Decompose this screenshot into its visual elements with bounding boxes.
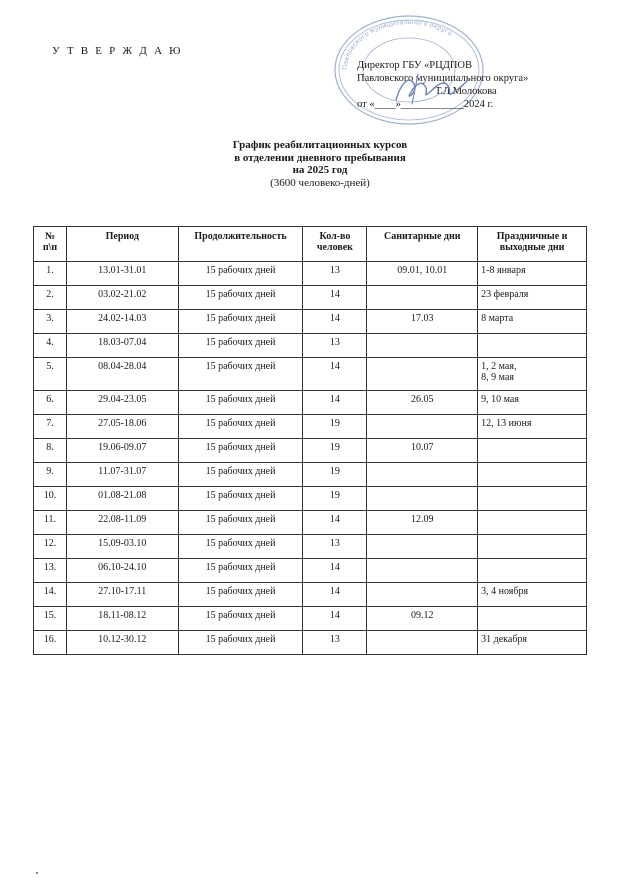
director-line-2: Павловского муниципального округа» xyxy=(357,73,529,84)
cell-sanitary xyxy=(367,583,478,607)
cell-sanitary xyxy=(367,631,478,655)
cell-duration: 15 рабочих дней xyxy=(178,487,303,511)
cell-holidays xyxy=(478,535,587,559)
cell-sanitary: 17.03 xyxy=(367,310,478,334)
header-holidays: Праздничные и выходные дни xyxy=(478,227,587,262)
header-period: Период xyxy=(66,227,178,262)
signature-icon xyxy=(392,70,472,108)
cell-holidays xyxy=(478,463,587,487)
cell-holidays: 31 декабря xyxy=(478,631,587,655)
cell-number: 1. xyxy=(34,262,67,286)
cell-sanitary xyxy=(367,463,478,487)
svg-text:Павловского муниципального окр: Павловского муниципального округа xyxy=(340,17,454,71)
cell-period: 01.08-21.08 xyxy=(66,487,178,511)
table-row xyxy=(34,439,587,463)
table-row xyxy=(34,631,587,655)
table-row xyxy=(34,334,587,358)
cell-count: 14 xyxy=(303,607,367,631)
cell-count: 19 xyxy=(303,439,367,463)
cell-number: 5. xyxy=(34,358,67,391)
table-row xyxy=(34,559,587,583)
cell-number: 2. xyxy=(34,286,67,310)
table-row xyxy=(34,391,587,415)
cell-number: 8. xyxy=(34,439,67,463)
table-row xyxy=(34,286,587,310)
cell-number: 4. xyxy=(34,334,67,358)
cell-duration: 15 рабочих дней xyxy=(178,511,303,535)
table-row xyxy=(34,583,587,607)
cell-period: 11.07-31.07 xyxy=(66,463,178,487)
cell-period: 18.03-07.04 xyxy=(66,334,178,358)
cell-period: 08.04-28.04 xyxy=(66,358,178,391)
cell-count: 14 xyxy=(303,391,367,415)
cell-sanitary xyxy=(367,334,478,358)
cell-holidays: 1, 2 мая, 8, 9 мая xyxy=(478,358,587,391)
cell-number: 15. xyxy=(34,607,67,631)
cell-sanitary xyxy=(367,487,478,511)
cell-number: 10. xyxy=(34,487,67,511)
table-row xyxy=(34,607,587,631)
cell-period: 15.09-03.10 xyxy=(66,535,178,559)
cell-period: 29.04-23.05 xyxy=(66,391,178,415)
cell-holidays xyxy=(478,439,587,463)
cell-duration: 15 рабочих дней xyxy=(178,358,303,391)
cell-period: 27.05-18.06 xyxy=(66,415,178,439)
table-row xyxy=(34,511,587,535)
cell-count: 13 xyxy=(303,631,367,655)
schedule-table-body xyxy=(34,262,587,655)
table-row xyxy=(34,535,587,559)
cell-number: 14. xyxy=(34,583,67,607)
cell-period: 27.10-17.11 xyxy=(66,583,178,607)
cell-duration: 15 рабочих дней xyxy=(178,607,303,631)
table-row xyxy=(34,262,587,286)
cell-sanitary xyxy=(367,535,478,559)
cell-period: 22.08-11.09 xyxy=(66,511,178,535)
cell-period: 18.11-08.12 xyxy=(66,607,178,631)
cell-count: 14 xyxy=(303,559,367,583)
scan-speck xyxy=(36,872,38,874)
cell-duration: 15 рабочих дней xyxy=(178,310,303,334)
cell-sanitary: 09.01, 10.01 xyxy=(367,262,478,286)
cell-count: 14 xyxy=(303,310,367,334)
cell-count: 13 xyxy=(303,262,367,286)
title-line-1: График реабилитационных курсов xyxy=(232,139,408,151)
cell-duration: 15 рабочих дней xyxy=(178,631,303,655)
cell-number: 16. xyxy=(34,631,67,655)
cell-duration: 15 рабочих дней xyxy=(178,391,303,415)
cell-number: 6. xyxy=(34,391,67,415)
cell-holidays: 1-8 января xyxy=(478,262,587,286)
title-line-3: на 2025 год xyxy=(292,164,348,176)
cell-sanitary: 10.07 xyxy=(367,439,478,463)
cell-holidays xyxy=(478,511,587,535)
cell-holidays xyxy=(478,487,587,511)
cell-period: 24.02-14.03 xyxy=(66,310,178,334)
table-header-row xyxy=(34,227,587,262)
cell-holidays: 9, 10 мая xyxy=(478,391,587,415)
cell-period: 03.02-21.02 xyxy=(66,286,178,310)
cell-period: 19.06-09.07 xyxy=(66,439,178,463)
approval-date-line: от «____»____________2024 г. xyxy=(357,99,494,110)
table-row xyxy=(34,415,587,439)
cell-sanitary: 12.09 xyxy=(367,511,478,535)
cell-count: 14 xyxy=(303,583,367,607)
cell-duration: 15 рабочих дней xyxy=(178,415,303,439)
cell-number: 13. xyxy=(34,559,67,583)
cell-holidays: 12, 13 июня xyxy=(478,415,587,439)
cell-count: 14 xyxy=(303,511,367,535)
schedule-table xyxy=(33,226,587,655)
cell-duration: 15 рабочих дней xyxy=(178,286,303,310)
cell-period: 10.12-30.12 xyxy=(66,631,178,655)
header-number: № п\п xyxy=(34,227,67,262)
cell-duration: 15 рабочих дней xyxy=(178,334,303,358)
director-line-1: Директор ГБУ «РЦДПОВ xyxy=(357,60,473,71)
cell-duration: 15 рабочих дней xyxy=(178,262,303,286)
cell-duration: 15 рабочих дней xyxy=(178,559,303,583)
table-row xyxy=(34,310,587,334)
cell-duration: 15 рабочих дней xyxy=(178,535,303,559)
cell-sanitary: 09.12 xyxy=(367,607,478,631)
header-count: Кол-во человек xyxy=(303,227,367,262)
cell-count: 14 xyxy=(303,286,367,310)
cell-sanitary: 26.05 xyxy=(367,391,478,415)
header-duration: Продолжительность xyxy=(178,227,303,262)
cell-number: 7. xyxy=(34,415,67,439)
cell-sanitary xyxy=(367,415,478,439)
cell-number: 3. xyxy=(34,310,67,334)
table-row xyxy=(34,463,587,487)
cell-sanitary xyxy=(367,358,478,391)
cell-period: 13.01-31.01 xyxy=(66,262,178,286)
cell-count: 13 xyxy=(303,535,367,559)
document-title-block xyxy=(0,139,640,189)
table-row xyxy=(34,487,587,511)
cell-count: 19 xyxy=(303,463,367,487)
cell-duration: 15 рабочих дней xyxy=(178,583,303,607)
title-line-2: в отделении дневного пребывания xyxy=(234,151,406,164)
cell-count: 14 xyxy=(303,358,367,391)
table-row xyxy=(34,358,587,391)
title-subtitle: (3600 человеко-дней) xyxy=(270,176,370,189)
cell-period: 06.10-24.10 xyxy=(66,559,178,583)
header-sanitary: Санитарные дни xyxy=(367,227,478,262)
cell-count: 19 xyxy=(303,415,367,439)
cell-sanitary xyxy=(367,286,478,310)
cell-count: 13 xyxy=(303,334,367,358)
cell-holidays xyxy=(478,334,587,358)
cell-holidays: 3, 4 ноября xyxy=(478,583,587,607)
cell-number: 11. xyxy=(34,511,67,535)
cell-sanitary xyxy=(367,559,478,583)
cell-holidays: 8 марта xyxy=(478,310,587,334)
cell-holidays: 23 февраля xyxy=(478,286,587,310)
cell-count: 19 xyxy=(303,487,367,511)
approval-label: У Т В Е Р Ж Д А Ю xyxy=(52,45,183,57)
cell-number: 9. xyxy=(34,463,67,487)
cell-duration: 15 рабочих дней xyxy=(178,439,303,463)
director-name: Т.Л.Молокова xyxy=(435,86,497,97)
cell-duration: 15 рабочих дней xyxy=(178,463,303,487)
cell-holidays xyxy=(478,607,587,631)
cell-number: 12. xyxy=(34,535,67,559)
cell-holidays xyxy=(478,559,587,583)
